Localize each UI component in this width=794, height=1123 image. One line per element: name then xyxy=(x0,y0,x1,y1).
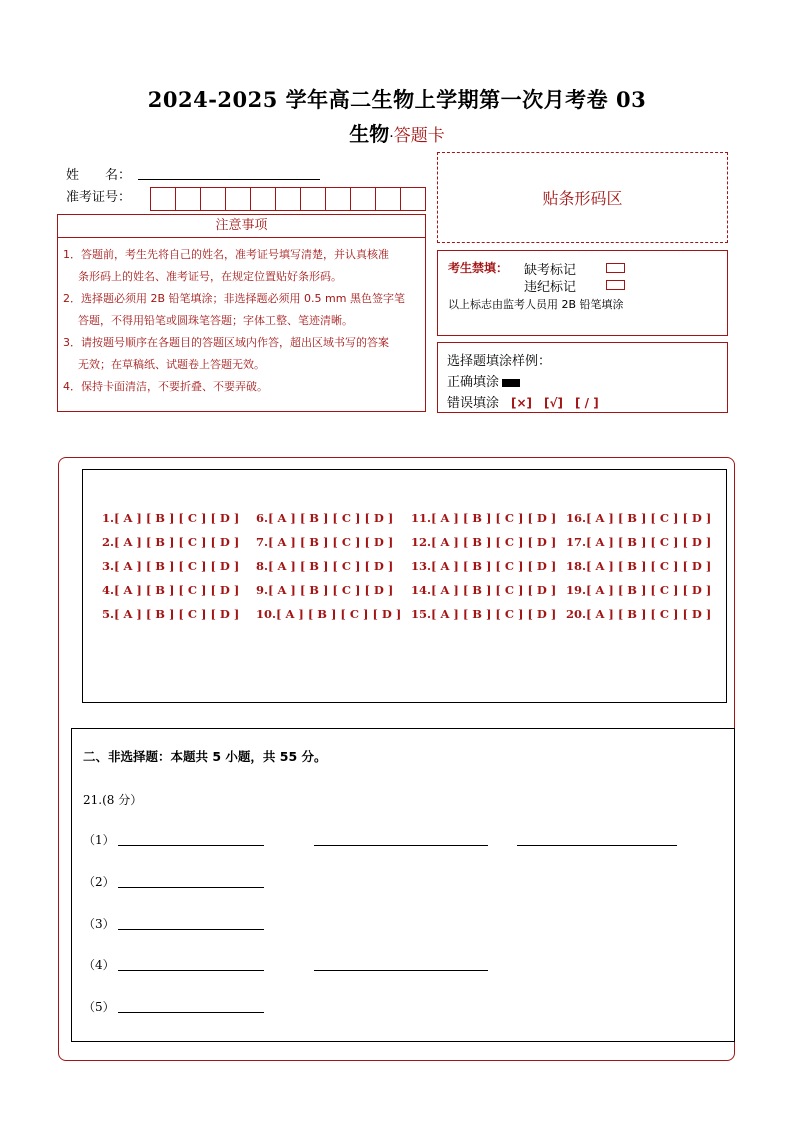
choice-question-8[interactable]: 8.[ A ] [ B ] [ C ] [ D ] xyxy=(256,559,394,573)
choice-question-7[interactable]: 7.[ A ] [ B ] [ C ] [ D ] xyxy=(256,535,394,549)
exam-id-digit-box[interactable] xyxy=(175,187,201,211)
correct-fill-label: 正确填涂 xyxy=(447,375,500,390)
choice-question-6[interactable]: 6.[ A ] [ B ] [ C ] [ D ] xyxy=(256,511,394,525)
choice-section xyxy=(82,469,727,703)
sample-title: 选择题填涂样例： xyxy=(447,354,552,369)
forbid-title: 考生禁填： xyxy=(448,261,509,275)
notice-item: 2．选择题必须用 2B 铅笔填涂；非选择题必须用 0.5 mm 黑色签字笔 xyxy=(63,292,405,305)
correct-fill-mark xyxy=(502,379,520,387)
subtitle-dot: · xyxy=(389,129,394,145)
exam-id-digit-box[interactable] xyxy=(250,187,276,211)
absent-mark-box[interactable] xyxy=(606,263,625,273)
choice-question-14[interactable]: 14.[ A ] [ B ] [ C ] [ D ] xyxy=(411,583,557,597)
choice-question-12[interactable]: 12.[ A ] [ B ] [ C ] [ D ] xyxy=(411,535,557,549)
answer-line[interactable] xyxy=(118,886,264,888)
barcode-area xyxy=(437,152,728,243)
choice-question-16[interactable]: 16.[ A ] [ B ] [ C ] [ D ] xyxy=(566,511,712,525)
exam-id-digit-box[interactable] xyxy=(150,187,176,211)
name-field[interactable] xyxy=(138,178,320,180)
choice-question-13[interactable]: 13.[ A ] [ B ] [ C ] [ D ] xyxy=(411,559,557,573)
answer-line[interactable] xyxy=(118,1011,264,1013)
exam-id-digit-box[interactable] xyxy=(400,187,426,211)
choice-question-15[interactable]: 15.[ A ] [ B ] [ C ] [ D ] xyxy=(411,607,557,621)
choice-question-10[interactable]: 10.[ A ] [ B ] [ C ] [ D ] xyxy=(256,607,402,621)
choice-question-18[interactable]: 18.[ A ] [ B ] [ C ] [ D ] xyxy=(566,559,712,573)
choice-question-3[interactable]: 3.[ A ] [ B ] [ C ] [ D ] xyxy=(102,559,240,573)
barcode-label: 贴条形码区 xyxy=(542,189,623,208)
wrong-fill-label: 错误填涂 xyxy=(447,396,500,411)
non-choice-section xyxy=(71,728,735,1042)
subject-name: 生物 xyxy=(349,122,390,146)
answer-line[interactable] xyxy=(118,844,264,846)
exam-id-digit-box[interactable] xyxy=(325,187,351,211)
exam-id-digit-box[interactable] xyxy=(375,187,401,211)
question-21-label: 21.(8 分） xyxy=(83,793,143,807)
exam-id-digit-box[interactable] xyxy=(225,187,251,211)
answer-line[interactable] xyxy=(314,969,488,971)
fill-sample-box xyxy=(437,342,728,413)
part-5-label: （5） xyxy=(83,1000,115,1014)
choice-question-20[interactable]: 20.[ A ] [ B ] [ C ] [ D ] xyxy=(566,607,712,621)
section-heading: 二、非选择题：本题共 5 小题，共 55 分。 xyxy=(83,749,327,764)
examinee-forbidden-box xyxy=(437,250,728,336)
exam-id-digit-box[interactable] xyxy=(275,187,301,211)
choice-question-19[interactable]: 19.[ A ] [ B ] [ C ] [ D ] xyxy=(566,583,712,597)
notice-item: 无效；在草稿纸、试题卷上答题无效。 xyxy=(78,358,265,371)
notice-item: 4．保持卡面清洁，不要折叠、不要弄破。 xyxy=(63,380,268,393)
violation-mark-box[interactable] xyxy=(606,280,625,290)
answer-card-label: 答题卡 xyxy=(393,126,445,146)
part-2-label: （2） xyxy=(83,875,115,889)
notice-heading: 注意事项 xyxy=(58,215,425,238)
absent-mark-label: 缺考标记 xyxy=(524,263,577,278)
page-subtitle xyxy=(0,118,794,147)
answer-line[interactable] xyxy=(118,969,264,971)
notice-box xyxy=(57,214,426,412)
violation-mark-label: 违纪标记 xyxy=(524,280,577,295)
part-3-label: （3） xyxy=(83,917,115,931)
exam-id-digit-box[interactable] xyxy=(350,187,376,211)
name-label: 姓 名： xyxy=(66,168,132,183)
exam-id-label: 准考证号： xyxy=(66,190,132,205)
choice-question-9[interactable]: 9.[ A ] [ B ] [ C ] [ D ] xyxy=(256,583,394,597)
notice-item: 答题，不得用铅笔或圆珠笔答题；字体工整、笔迹清晰。 xyxy=(78,314,353,327)
choice-question-5[interactable]: 5.[ A ] [ B ] [ C ] [ D ] xyxy=(102,607,240,621)
choice-question-1[interactable]: 1.[ A ] [ B ] [ C ] [ D ] xyxy=(102,511,240,525)
answer-line[interactable] xyxy=(517,844,677,846)
notice-item: 条形码上的姓名、准考证号，在规定位置贴好条形码。 xyxy=(78,270,342,283)
choice-question-11[interactable]: 11.[ A ] [ B ] [ C ] [ D ] xyxy=(411,511,557,525)
exam-id-digit-box[interactable] xyxy=(200,187,226,211)
answer-line[interactable] xyxy=(118,928,264,930)
page-title: 2024-2025 学年高二生物上学期第一次月考卷 03 xyxy=(147,87,647,112)
notice-item: 3．请按题号顺序在各题目的答题区域内作答，超出区域书写的答案 xyxy=(63,336,389,349)
exam-id-digit-box[interactable] xyxy=(300,187,326,211)
choice-question-17[interactable]: 17.[ A ] [ B ] [ C ] [ D ] xyxy=(566,535,712,549)
exam-id-boxes[interactable] xyxy=(150,187,425,211)
choice-question-4[interactable]: 4.[ A ] [ B ] [ C ] [ D ] xyxy=(102,583,240,597)
wrong-fill-marks: [×] [√] [ / ] xyxy=(511,396,599,410)
part-1-label: （1） xyxy=(83,833,115,847)
forbid-note: 以上标志由监考人员用 2B 铅笔填涂 xyxy=(448,298,624,311)
answer-line[interactable] xyxy=(314,844,488,846)
notice-item: 1．答题前，考生先将自己的姓名，准考证号填写清楚，并认真核准 xyxy=(63,248,389,261)
part-4-label: （4） xyxy=(83,958,115,972)
choice-question-2[interactable]: 2.[ A ] [ B ] [ C ] [ D ] xyxy=(102,535,240,549)
